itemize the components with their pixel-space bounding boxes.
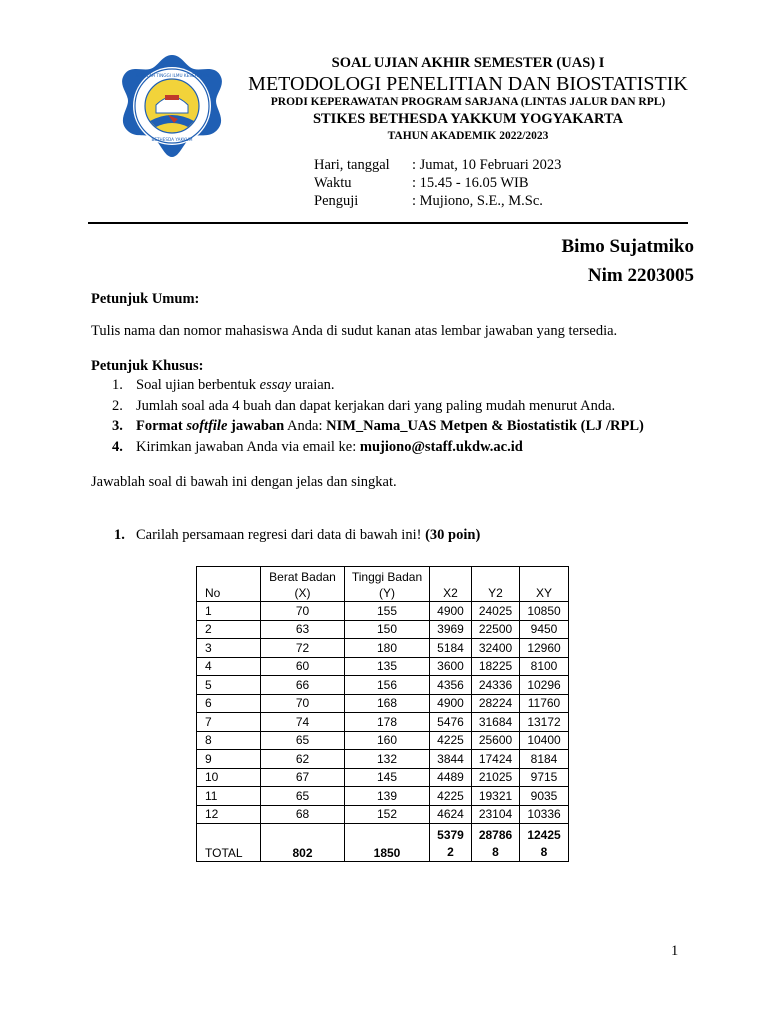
meta-row-examiner [314,192,561,210]
cell-no: 2 [197,620,261,639]
cell-x: 67 [261,768,345,787]
cell-xy: 12960 [520,639,569,658]
cell-no: 10 [197,768,261,787]
header-divider [88,222,688,224]
cell-y: 155 [345,602,430,621]
total-x2 [430,824,472,862]
general-instructions-title: Petunjuk Umum: [91,291,200,307]
meta-row-date [314,156,561,174]
table-row [197,805,569,824]
cell-x: 70 [261,602,345,621]
cell-y: 135 [345,657,430,676]
meta-label: Waktu [314,175,352,191]
list-text: Soal ujian berbentuk [136,377,260,393]
cell-no: 1 [197,602,261,621]
table-header-row [197,567,569,602]
column-header-x2: X2 [430,567,472,602]
list-text: jawaban [227,418,285,434]
cell-x2: 3969 [430,620,472,639]
cell-x: 72 [261,639,345,658]
cell-x2: 4900 [430,694,472,713]
cell-xy: 10296 [520,676,569,695]
student-name: Bimo Sujatmiko [561,236,694,257]
table-row [197,750,569,769]
cell-y2: 21025 [472,768,520,787]
cell-y: 145 [345,768,430,787]
cell-y2: 17424 [472,750,520,769]
cell-xy: 9715 [520,768,569,787]
regression-data-table [196,566,569,862]
cell-y: 152 [345,805,430,824]
cell-xy: 10850 [520,602,569,621]
question-points: (30 poin) [425,527,481,543]
exam-meta [314,156,561,210]
cell-y2: 22500 [472,620,520,639]
cell-xy: 8184 [520,750,569,769]
column-header-y: Tinggi Badan (Y) [345,567,430,602]
cell-y2: 19321 [472,787,520,806]
svg-text:BETHESDA YAKKUM: BETHESDA YAKKUM [151,137,193,142]
email-address: mujiono@staff.ukdw.ac.id [359,438,523,455]
cell-xy: 10400 [520,731,569,750]
cell-x: 65 [261,787,345,806]
cell-no: 11 [197,787,261,806]
cell-xy: 8100 [520,657,569,676]
cell-y: 132 [345,750,430,769]
list-number: 4. [112,438,123,455]
total-y2 [472,824,520,862]
cell-no: 8 [197,731,261,750]
table-row [197,694,569,713]
exam-header [240,54,696,144]
exam-title: SOAL UJIAN AKHIR SEMESTER (UAS) I [331,55,605,71]
table-row [197,657,569,676]
student-nim: Nim 2203005 [587,265,694,286]
table-total-row [197,824,569,862]
total-x2-value: 53792 [437,828,464,859]
question-number: 1. [114,527,125,543]
svg-text:SEKOLAH TINGGI ILMU KESEHATAN: SEKOLAH TINGGI ILMU KESEHATAN [135,73,209,78]
table-body [197,602,569,824]
total-y2-value: 287868 [478,828,513,859]
table-row [197,676,569,695]
meta-label: Hari, tanggal [314,157,390,173]
cell-y2: 18225 [472,657,520,676]
list-text-emphasis: softfile [186,418,228,434]
column-header-y2: Y2 [472,567,520,602]
list-item [112,416,644,437]
total-x: 802 [261,824,345,862]
cell-x2: 5476 [430,713,472,732]
cell-x: 68 [261,805,345,824]
cell-x2: 5184 [430,639,472,658]
student-info [562,232,695,290]
list-number: 3. [112,418,123,434]
cell-y: 150 [345,620,430,639]
cell-y: 156 [345,676,430,695]
list-item [112,437,644,458]
cell-y2: 25600 [472,731,520,750]
cell-no: 12 [197,805,261,824]
answer-instruction: Jawablah soal di bawah ini dengan jelas dan singkat. [91,474,397,490]
total-xy-value: 124258 [527,828,561,859]
cell-y2: 31684 [472,713,520,732]
cell-x: 70 [261,694,345,713]
cell-y2: 23104 [472,805,520,824]
cell-y: 180 [345,639,430,658]
list-text: uraian. [291,377,335,393]
question-1 [114,525,480,545]
list-text: Jumlah soal ada 4 buah dan dapat kerjakan dari yang paling mudah menurut Anda. [136,397,616,414]
meta-row-time [314,174,561,192]
cell-xy: 11760 [520,694,569,713]
specific-instructions-list [112,375,644,457]
total-label: TOTAL [197,824,261,862]
academic-year: TAHUN AKADEMIK 2022/2023 [387,130,549,142]
table-row [197,602,569,621]
list-text: Kirimkan jawaban Anda via email ke: [136,438,360,455]
cell-y: 168 [345,694,430,713]
cell-x2: 4489 [430,768,472,787]
institution-logo [118,53,226,159]
table-row [197,620,569,639]
program-name: PRODI KEPERAWATAN PROGRAM SARJANA (LINTAS JALUR DAN RPL) [270,96,666,108]
cell-y2: 24025 [472,602,520,621]
cell-x2: 3600 [430,657,472,676]
total-xy [520,824,569,862]
table-row [197,639,569,658]
cell-no: 3 [197,639,261,658]
cell-y: 178 [345,713,430,732]
cell-x2: 4225 [430,787,472,806]
cell-x2: 4356 [430,676,472,695]
total-y: 1850 [345,824,430,862]
institution-name: STIKES BETHESDA YAKKUM YOGYAKARTA [312,111,624,127]
column-header-xy: XY [520,567,569,602]
column-header-no: No [197,567,261,602]
table-row [197,787,569,806]
cell-y2: 28224 [472,694,520,713]
cell-x: 62 [261,750,345,769]
meta-label: Penguji [314,193,359,209]
question-text: Carilah persamaan regresi dari data di bawah ini! [136,527,426,543]
cell-y2: 32400 [472,639,520,658]
cell-xy: 9035 [520,787,569,806]
cell-x2: 4900 [430,602,472,621]
meta-value: : Jumat, 10 Februari 2023 [412,157,562,173]
cell-no: 5 [197,676,261,695]
cell-no: 7 [197,713,261,732]
cell-y: 160 [345,731,430,750]
cell-x2: 3844 [430,750,472,769]
list-text: Anda: [284,418,327,434]
meta-value: : Mujiono, S.E., M.Sc. [412,193,543,209]
cell-no: 6 [197,694,261,713]
column-header-x: Berat Badan (X) [261,567,345,602]
list-text-emphasis: essay [259,377,292,393]
cell-x2: 4624 [430,805,472,824]
cell-xy: 13172 [520,713,569,732]
file-name-format: NIM_Nama_UAS Metpen & Biostatistik (LJ /RPL) [326,418,644,434]
cell-no: 9 [197,750,261,769]
table-row [197,731,569,750]
cell-x: 65 [261,731,345,750]
list-item [112,375,644,396]
page-number: 1 [671,943,679,959]
meta-value: : 15.45 - 16.05 WIB [412,175,529,191]
cell-x2: 4225 [430,731,472,750]
cell-xy: 9450 [520,620,569,639]
specific-instructions-title: Petunjuk Khusus: [91,358,204,374]
course-title: METODOLOGI PENELITIAN DAN BIOSTATISTIK [248,73,688,95]
list-text: Format [136,418,187,434]
list-item [112,396,644,417]
table-row [197,713,569,732]
general-instructions-text: Tulis nama dan nomor mahasiswa Anda di sudut kanan atas lembar jawaban yang tersedia. [91,323,618,339]
table-row [197,768,569,787]
cell-xy: 10336 [520,805,569,824]
cell-x: 60 [261,657,345,676]
cell-x: 63 [261,620,345,639]
cell-y2: 24336 [472,676,520,695]
list-number: 2. [112,397,123,414]
cell-y: 139 [345,787,430,806]
cell-no: 4 [197,657,261,676]
list-number: 1. [112,377,123,393]
cell-x: 74 [261,713,345,732]
cell-x: 66 [261,676,345,695]
